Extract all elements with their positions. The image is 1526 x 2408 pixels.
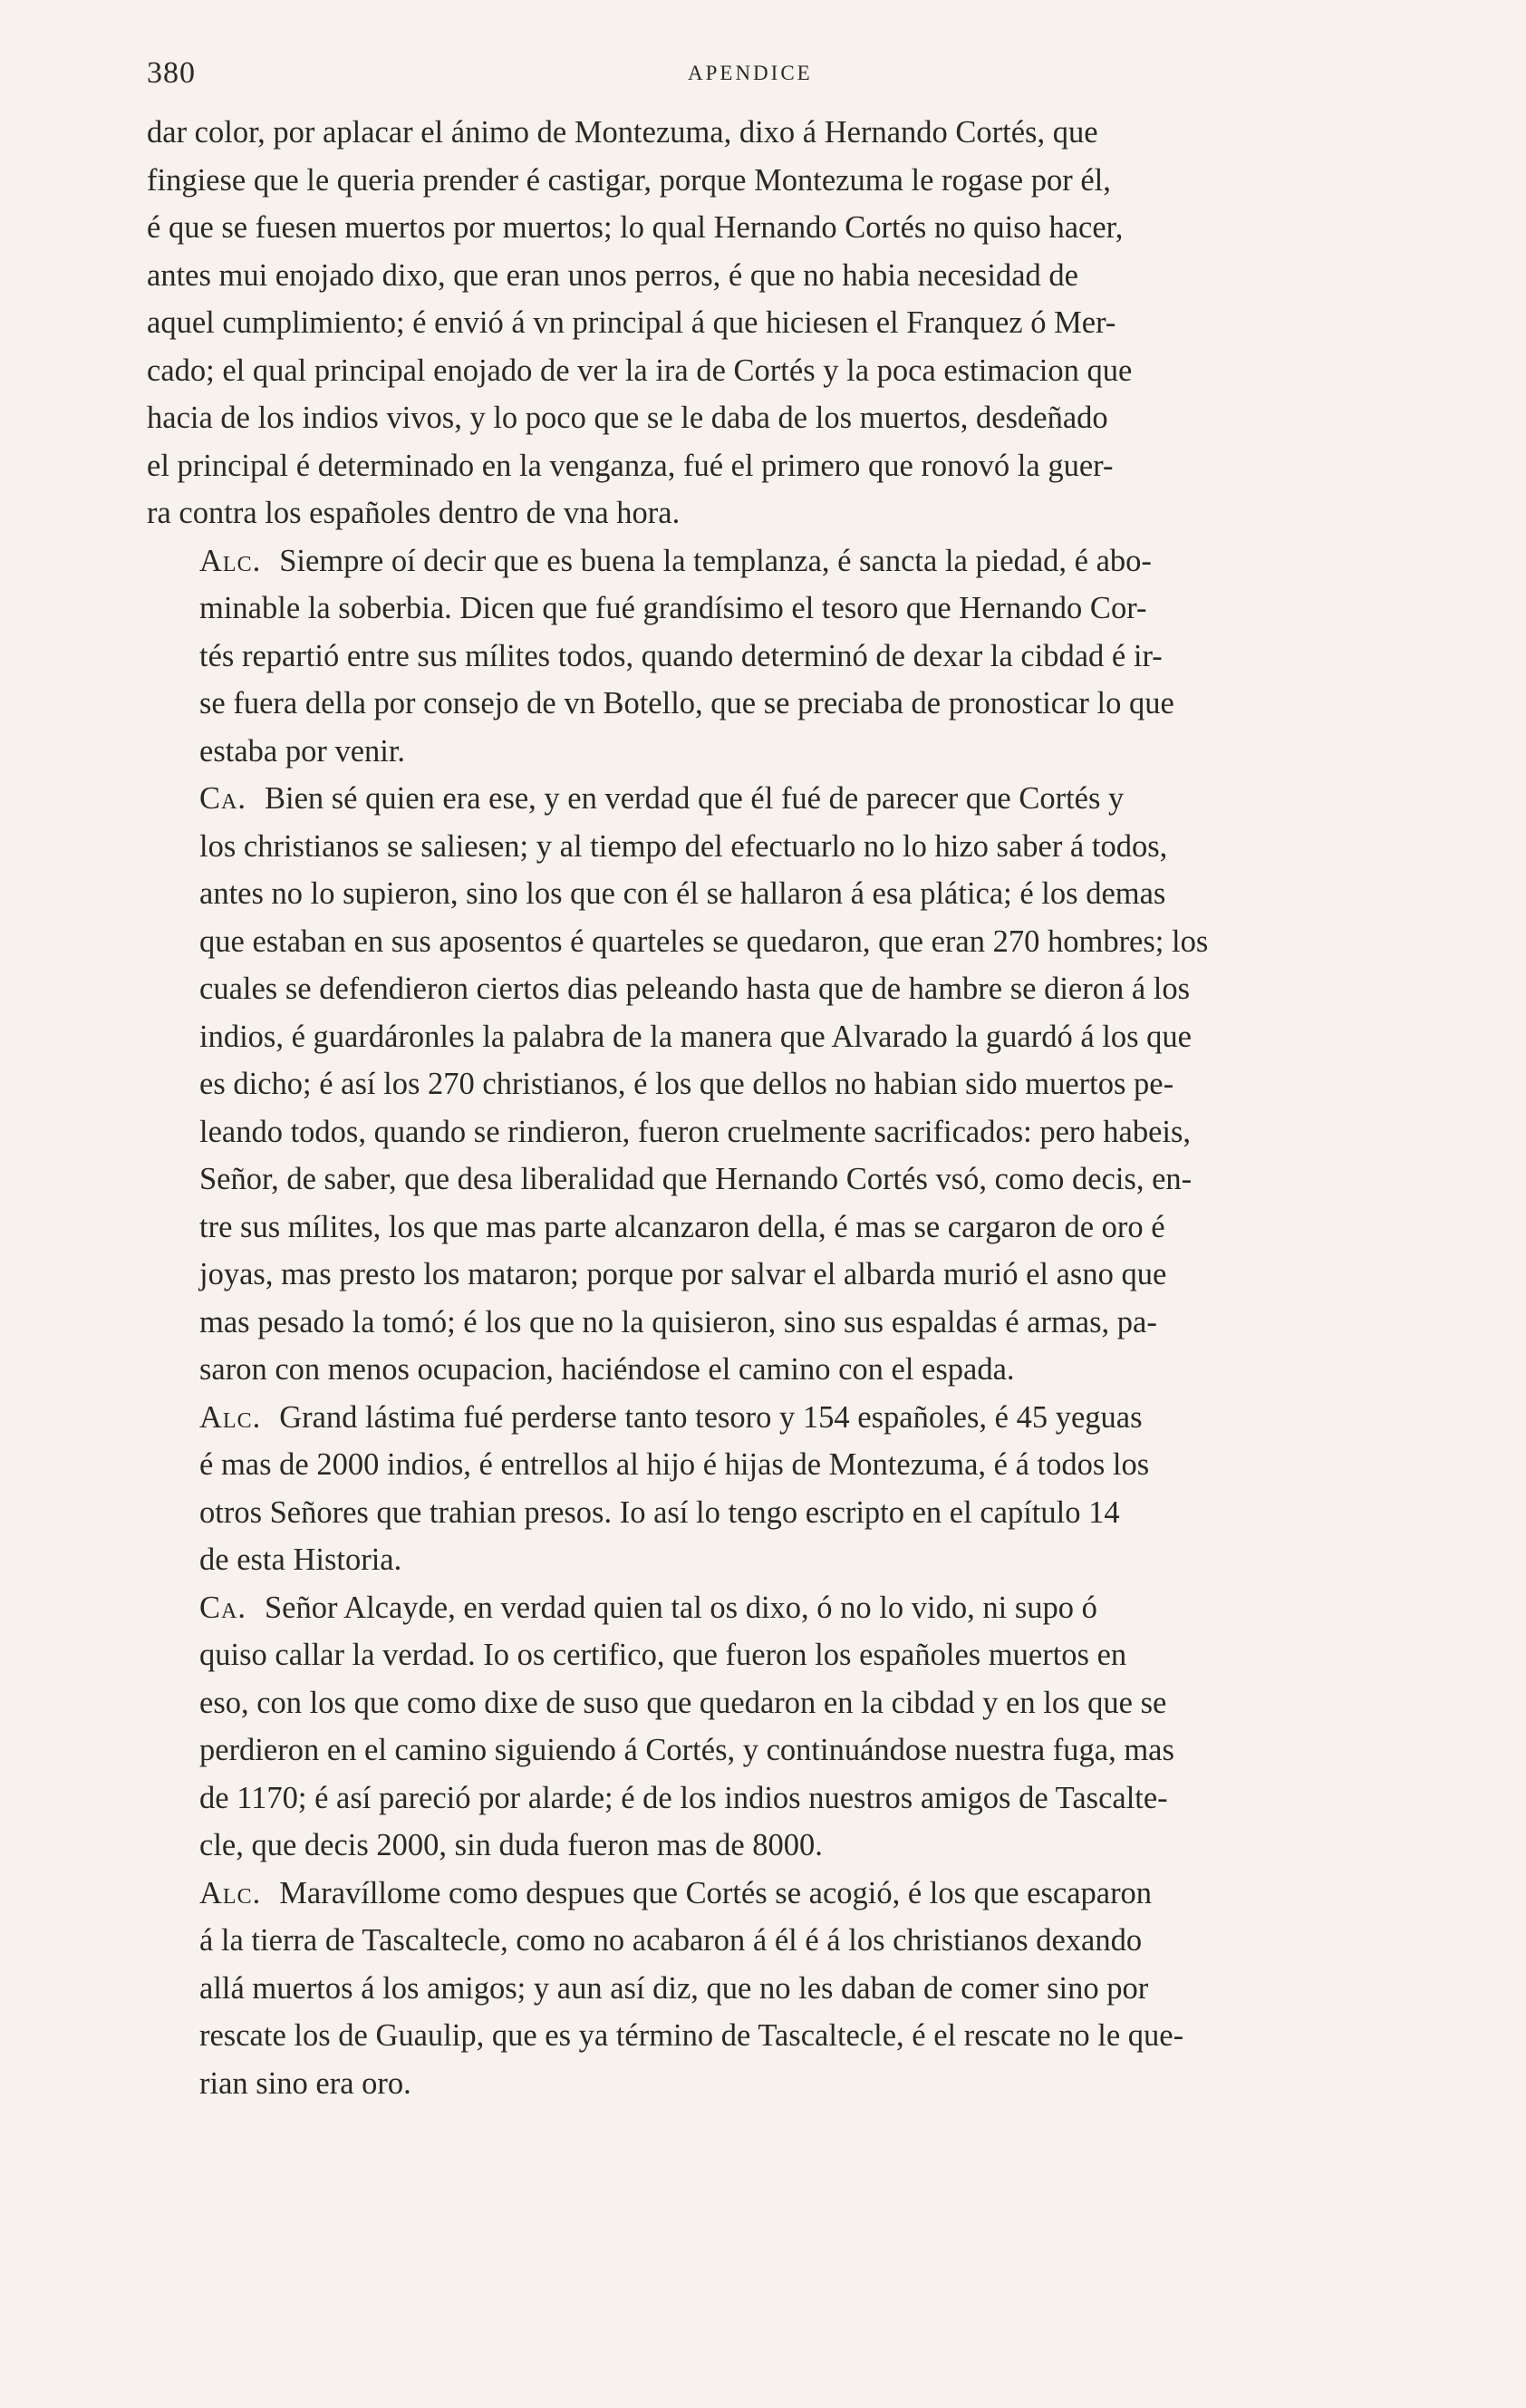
text-line bbox=[147, 1775, 1450, 1823]
text-line bbox=[147, 1108, 1450, 1156]
text-line bbox=[147, 1013, 1450, 1061]
line-text: se fuera della por consejo de vn Botello, que se preciaba de pronosticar lo que bbox=[199, 686, 1174, 720]
text-line bbox=[147, 394, 1450, 442]
line-text: aquel cumplimiento; é envió á vn principal á que hiciesen el Franquez ó Mer- bbox=[147, 305, 1116, 340]
line-text: fingiese que le queria prender é castigar, porque Montezuma le rogase por él, bbox=[147, 162, 1111, 198]
line-text: Bien sé quien era ese, y en verdad que él fué de parecer que Cortés y bbox=[264, 781, 1125, 816]
text-line bbox=[147, 680, 1450, 728]
speaker-label: Alc. bbox=[199, 1399, 262, 1435]
text-line bbox=[147, 918, 1450, 966]
text-line bbox=[147, 1584, 1450, 1632]
text-line bbox=[147, 1822, 1450, 1870]
text-line bbox=[147, 347, 1450, 395]
line-text: Grand lástima fué perderse tanto tesoro y 154 españoles, é 45 yeguas bbox=[279, 1399, 1143, 1435]
text-line bbox=[147, 1156, 1450, 1204]
line-text: mas pesado la tomó; é los que no la quisieron, sino sus espaldas é armas, pa- bbox=[199, 1304, 1157, 1339]
line-text: joyas, mas presto los mataron; porque por salvar el albarda murió el asno que bbox=[199, 1257, 1167, 1291]
text-line bbox=[147, 1251, 1450, 1299]
line-text: tre sus mílites, los que mas parte alcanzaron della, é mas se cargaron de oro é bbox=[199, 1209, 1165, 1244]
text-line bbox=[147, 1631, 1450, 1679]
dialogue-paragraph bbox=[147, 775, 1450, 1394]
text-line bbox=[147, 1726, 1450, 1775]
text-line bbox=[147, 1299, 1450, 1347]
text-line bbox=[147, 2012, 1450, 2060]
line-text: de 1170; é así pareció por alarde; é de los indios nuestros amigos de Tascalte- bbox=[199, 1780, 1168, 1815]
text-line bbox=[147, 1489, 1450, 1537]
line-text: saron con menos ocupacion, haciéndose el camino con el espada. bbox=[199, 1352, 1015, 1387]
text-line bbox=[147, 728, 1450, 776]
dialogue-paragraph bbox=[147, 537, 1450, 776]
line-text: perdieron en el camino siguiendo á Cortés, y continuándose nuestra fuga, mas bbox=[199, 1733, 1174, 1767]
line-text: otros Señores que trahian presos. Io así lo tengo escripto en el capítulo 14 bbox=[199, 1494, 1120, 1530]
line-text: estaba por venir. bbox=[199, 733, 406, 769]
text-line bbox=[147, 965, 1450, 1013]
line-text: quiso callar la verdad. Io os certifico, que fueron los españoles muertos en bbox=[199, 1638, 1127, 1672]
dialogue-paragraph bbox=[147, 1870, 1450, 2108]
text-line bbox=[147, 870, 1450, 918]
text-line bbox=[147, 1870, 1450, 1918]
text-line bbox=[147, 823, 1450, 871]
line-text: rescate los de Guaulip, que es ya término de Tascaltecle, é el rescate no le que- bbox=[199, 2018, 1184, 2053]
text-line bbox=[147, 775, 1450, 823]
line-text: antes mui enojado dixo, que eran unos perros, é que no habia necesidad de bbox=[147, 257, 1078, 293]
line-text: Maravíllome como despues que Cortés se acogió, é los que escaparon bbox=[279, 1875, 1153, 1910]
text-line bbox=[147, 252, 1450, 300]
text-line bbox=[147, 1536, 1450, 1584]
dialogue-paragraph bbox=[147, 1584, 1450, 1870]
line-text: cle, que decis 2000, sin duda fueron mas de 8000. bbox=[199, 1828, 823, 1862]
body-text bbox=[147, 109, 1450, 2107]
line-text: cuales se defendieron ciertos dias peleando hasta que de hambre se dieron á los bbox=[199, 972, 1191, 1006]
line-text: cado; el qual principal enojado de ver la ira de Cortés y la poca estimacion que bbox=[147, 353, 1133, 388]
text-line bbox=[147, 1204, 1450, 1252]
text-line bbox=[147, 1394, 1450, 1442]
running-head: APENDICE bbox=[688, 62, 813, 84]
text-line bbox=[147, 1965, 1450, 2013]
text-line bbox=[147, 1060, 1450, 1108]
line-text: hacia de los indios vivos, y lo poco que se le daba de los muertos, desdeñado bbox=[147, 401, 1108, 435]
text-line bbox=[147, 537, 1450, 585]
line-text: é mas de 2000 indios, é entrellos al hijo é hijas de Montezuma, é á todos los bbox=[199, 1447, 1150, 1482]
line-text: Señor Alcayde, en verdad quien tal os dixo, ó no lo vido, ni supo ó bbox=[264, 1590, 1097, 1625]
line-text: que estaban en sus aposentos é quarteles se quedaron, que eran 270 hombres; los bbox=[199, 924, 1209, 959]
text-line bbox=[147, 157, 1450, 205]
speaker-label: Ca. bbox=[199, 1590, 246, 1625]
text-line bbox=[147, 633, 1450, 681]
text-line bbox=[147, 109, 1450, 157]
line-text: indios, é guardáronles la palabra de la manera que Alvarado la guardó á los que bbox=[199, 1019, 1192, 1054]
text-line bbox=[147, 585, 1450, 633]
line-text: é que se fuesen muertos por muertos; lo qual Hernando Cortés no quiso hacer, bbox=[147, 210, 1124, 245]
line-text: eso, con los que como dixe de suso que quedaron en la cibdad y en los que se bbox=[199, 1685, 1167, 1720]
speaker-label: Alc. bbox=[199, 1875, 262, 1910]
line-text: es dicho; é así los 270 christianos, é los que dellos no habian sido muertos pe- bbox=[199, 1067, 1174, 1101]
paragraph bbox=[147, 109, 1450, 537]
line-text: allá muertos á los amigos; y aun así diz, que no les daban de comer sino por bbox=[199, 1970, 1149, 2006]
text-line bbox=[147, 1679, 1450, 1727]
line-text: tés repartió entre sus mílites todos, quando determinó de dexar la cibdad é ir- bbox=[199, 638, 1163, 673]
speaker-label: Alc. bbox=[199, 543, 262, 578]
text-line bbox=[147, 489, 1450, 537]
text-line bbox=[147, 1441, 1450, 1489]
page-number: 380 bbox=[147, 56, 196, 90]
speaker-label: Ca. bbox=[199, 781, 246, 816]
text-line bbox=[147, 204, 1450, 252]
text-line bbox=[147, 1346, 1450, 1394]
line-text: rian sino era oro. bbox=[199, 2065, 411, 2101]
line-text: antes no lo supieron, sino los que con él se hallaron á esa plática; é los demas bbox=[199, 876, 1166, 911]
line-text: el principal é determinado en la venganza, fué el primero que ronovó la guer- bbox=[147, 448, 1114, 483]
text-line bbox=[147, 2060, 1450, 2108]
line-text: Señor, de saber, que desa liberalidad que Hernando Cortés vsó, como decis, en- bbox=[199, 1162, 1193, 1196]
text-line bbox=[147, 1917, 1450, 1965]
line-text: á la tierra de Tascaltecle, como no acabaron á él é á los christianos dexando bbox=[199, 1923, 1143, 1958]
line-text: los christianos se saliesen; y al tiempo del efectuarlo no lo hizo saber á todos, bbox=[199, 828, 1168, 864]
line-text: dar color, por aplacar el ánimo de Montezuma, dixo á Hernando Cortés, que bbox=[147, 115, 1098, 150]
text-line bbox=[147, 442, 1450, 490]
text-line bbox=[147, 299, 1450, 347]
line-text: de esta Historia. bbox=[199, 1542, 402, 1577]
line-text: ra contra los españoles dentro de vna hora. bbox=[147, 496, 681, 530]
dialogue-paragraph bbox=[147, 1394, 1450, 1584]
line-text: Siempre oí decir que es buena la templanza, é sancta la piedad, é abo- bbox=[279, 543, 1152, 578]
line-text: leando todos, quando se rindieron, fueron cruelmente sacrificados: pero habeis, bbox=[199, 1114, 1192, 1149]
page-header bbox=[147, 56, 1450, 102]
line-text: minable la soberbia. Dicen que fué grandísimo el tesoro que Hernando Cor- bbox=[199, 591, 1147, 625]
